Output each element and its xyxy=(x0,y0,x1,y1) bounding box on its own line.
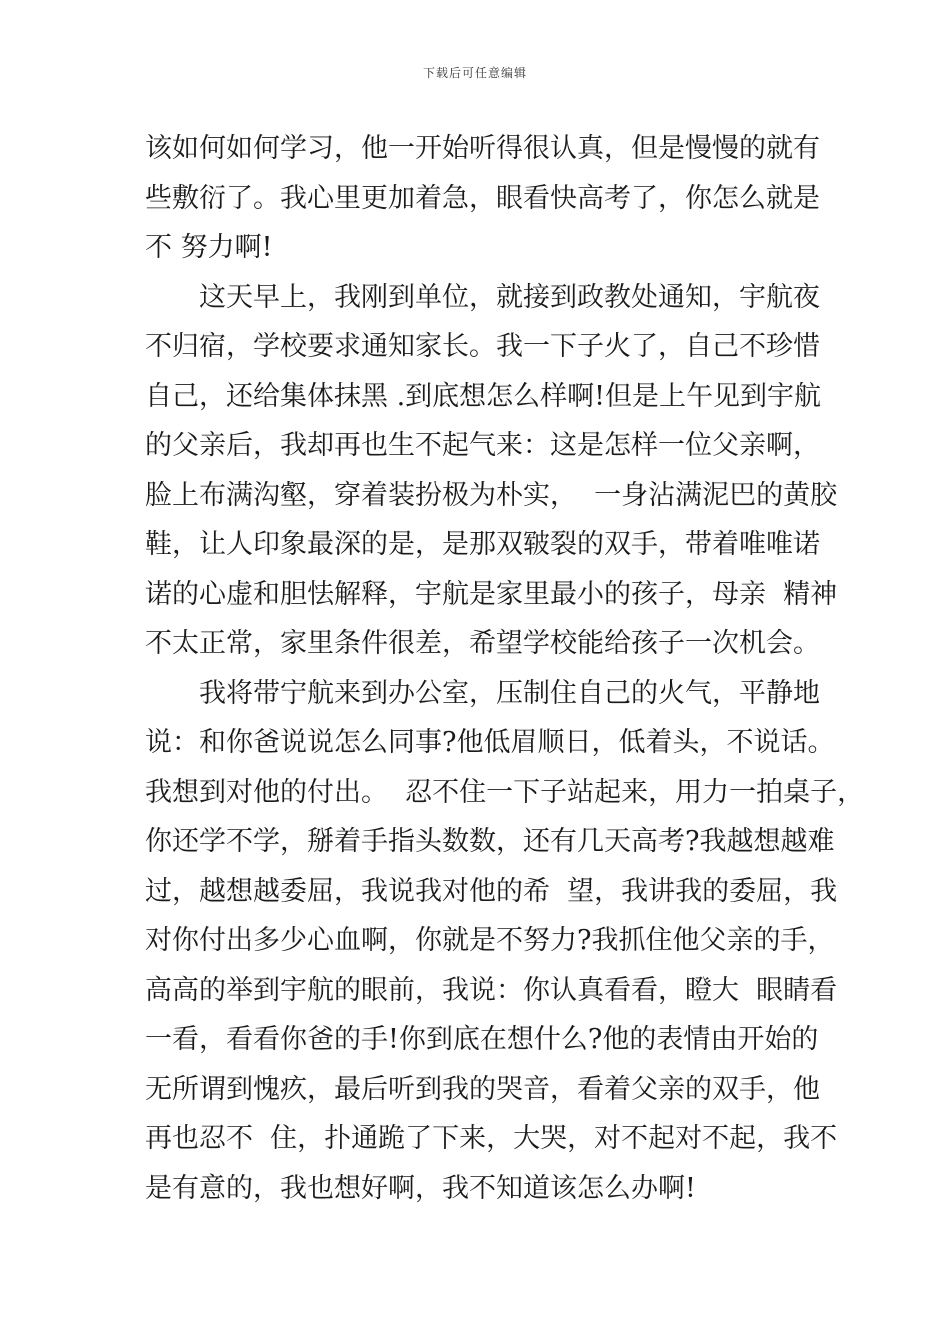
text-line: 再也忍不 住，扑通跪了下来，大哭，对不起对不起，我不 xyxy=(145,1123,838,1154)
text-line: 诺的心虚和胆怯解释，宇航是家里最小的孩子，母亲 精神 xyxy=(145,578,838,610)
text-line: 不太正常，家里条件很差，希望学校能给孩子一次机会。 xyxy=(145,628,820,659)
text-line: 这天早上，我刚到单位，就接到政教处通知，宇航夜 xyxy=(199,281,820,313)
page-header: 下载后可任意编辑 xyxy=(422,66,527,80)
text-line: 我将带宁航来到办公室，压制住自己的火气，平静地 xyxy=(199,677,820,709)
text-line: 过，越想越委屈，我说我对他的希 望，我讲我的委屈，我 xyxy=(145,875,838,907)
text-line: 不归宿，学校要求通知家长。我一下子火了，自己不珍惜 xyxy=(145,331,820,362)
text-line: 对你付出多少心血啊，你就是不努力?我抓住他父亲的手， xyxy=(145,925,835,956)
text-line: 说：和你爸说说怎么同事?他低眉顺日，低着头，不说话。 xyxy=(145,727,835,758)
document-body xyxy=(145,124,865,1213)
text-line: 一看，看看你爸的手!你到底在想什么?他的表情由开始的 xyxy=(145,1024,819,1055)
text-line: 脸上布满沟壑，穿着装扮极为朴实， 一身沾满泥巴的黄胶 xyxy=(145,479,838,511)
text-line: 鞋，让人印象最深的是，是那双皲裂的双手，带着唯唯诺 xyxy=(145,529,820,560)
text-line: 无所谓到愧疚，最后听到我的哭音，看着父亲的双手，他 xyxy=(145,1073,820,1105)
text-line: 高高的举到宇航的眼前，我说：你认真看看，瞪大 眼睛看 xyxy=(145,974,838,1006)
text-line: 自己，还给集体抹黑 .到底想怎么样啊!但是上午见到宇航 xyxy=(145,380,822,412)
text-line: 的父亲后，我却再也生不起气来：这是怎样一位父亲啊， xyxy=(145,430,820,461)
text-line: 不 努力啊! xyxy=(145,232,273,263)
text-line: 我想到对他的付出。 忍不住一下子站起来，用力一拍桌子， xyxy=(145,776,865,808)
text-line: 些敷衍了。我心里更加着急，眼看快高考了，你怎么就是 xyxy=(145,182,820,214)
text-line: 你还学不学，掰着手指头数数，还有几天高考?我越想越难 xyxy=(145,826,835,857)
text-line: 该如何如何学习，他一开始听得很认真，但是慢慢的就有 xyxy=(145,133,820,164)
text-line: 是有意的，我也想好啊，我不知道该怎么办啊! xyxy=(145,1172,696,1204)
